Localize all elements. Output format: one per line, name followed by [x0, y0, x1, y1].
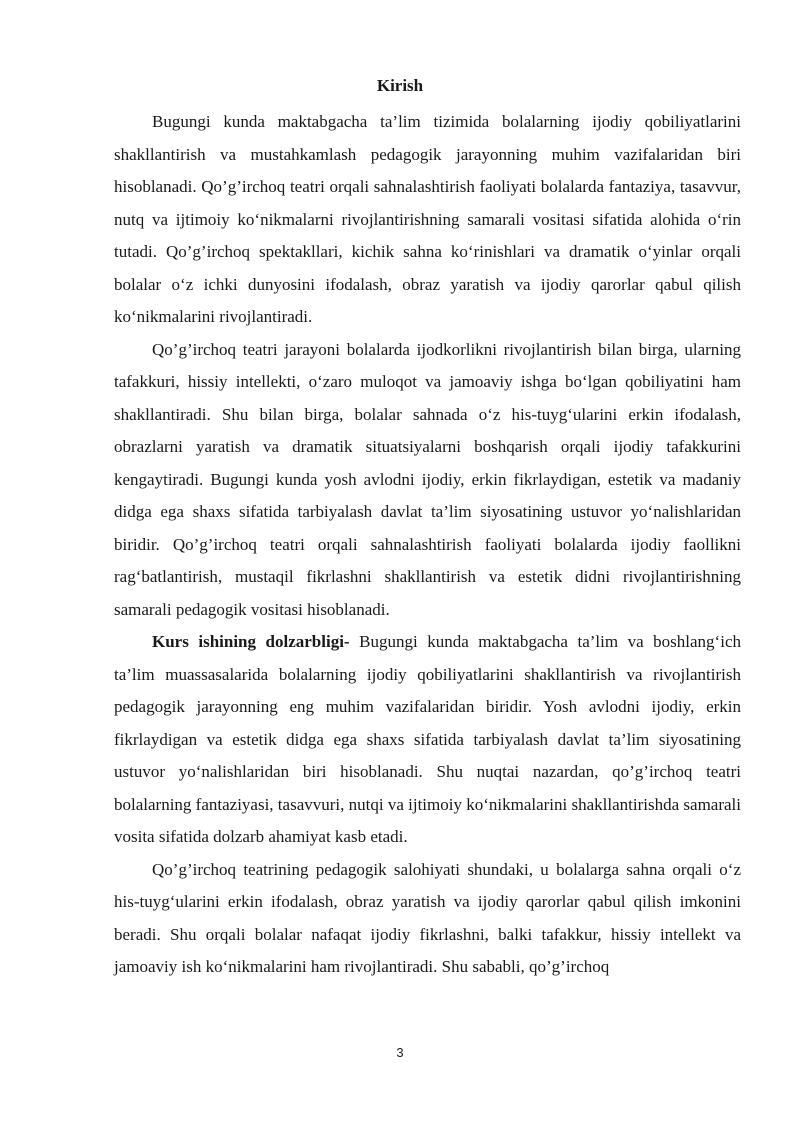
paragraph-intro — [114, 106, 741, 334]
paragraph-text: Bugungi kunda maktabgacha ta’lim tizimida bolalarning ijodiy qobiliyatlarini shakllantirish va mustahkamlash pedagogik jarayonning muhim vazifalaridan biri hisoblanadi. Qo’g’irchoq teatri orqali sahnalashtirish faoliyati bolalarda fantaziya, tasavvur, nutq va ijtimoiy ko‘nikmalarni rivojlantirishning samarali vositasi sifatida alohida o‘rin tutadi. Qo’g’irchoq spektakllari, kichik sahna ko‘rinishlari va dramatik o‘yinlar orqali bolalar o‘z ichki dunyosini ifodalash, obraz yaratish va ijodiy qarorlar qabul qilish ko‘nikmalarini rivojlantiradi. — [114, 112, 741, 326]
section-title: Kirish — [376, 76, 424, 95]
page-number: 3 — [396, 1045, 404, 1060]
paragraph-relevance — [114, 626, 741, 854]
paragraph-text: Bugungi kunda maktabgacha ta’lim va boshlang‘ich ta’lim muassasalarida bolalarning ijodiy qobiliyatlarini shakllantirish va rivojlantirish pedagogik jarayonning eng muhim vazifalaridan biridir. Yosh avlodni ijodiy, erkin fikrlaydigan va estetik didga ega shaxs sifatida tarbiyalash davlat ta’lim siyosatining ustuvor yo‘nalishlaridan biri hisoblanadi. Shu nuqtai nazardan, qo’g’irchoq teatri bolalarning fantaziyasi, tasavvuri, nutqi va ijtimoiy ko‘nikmalarini shakllantirishda samarali vosita sifatida dolzarb ahamiyat kasb etadi. — [114, 632, 741, 846]
paragraph-pedagogical-potential — [114, 854, 741, 984]
paragraph-text: Qo’g’irchoq teatrining pedagogik salohiyati shundaki, u bolalarga sahna orqali o‘z his-tuyg‘ularini erkin ifodalash, obraz yaratish va ijodiy qarorlar qabul qilish imkonini beradi. Shu orqali bolalar nafaqat ijodiy fikrlashni, balki tafakkur, hissiy intellekt va jamoaviy ish ko‘nikmalarini ham rivojlantiradi. Shu sababli, qo’g’irchoq — [114, 859, 741, 976]
body-text — [114, 106, 741, 984]
paragraph-lead-heading: Kurs ishining dolzarbligi- — [152, 632, 350, 651]
paragraph-text: Qo’g’irchoq teatri jarayoni bolalarda ijodkorlikni rivojlantirish bilan birga, ularning tafakkuri, hissiy intellekti, o‘zaro muloqot va jamoaviy ishga bo‘lgan qobiliyatini ham shakllantiradi. Shu bilan birga, bolalar sahnada o‘z his-tuyg‘ularini erkin ifodalash, obrazlarni yaratish va dramatik situatsiyalarni boshqarish orqali ijodiy tafakkurini kengaytiradi. Bugungi kunda yosh avlodni ijodiy, erkin fikrlaydigan, estetik va madaniy didga ega shaxs sifatida tarbiyalash davlat ta’lim siyosatining ustuvor yo‘nalishlaridan biridir. Qo’g’irchoq teatri orqali sahnalashtirish faoliyati bolalarda ijodiy faollikni rag‘batlantirish, mustaqil fikrlashni shakllantirish va estetik didni rivojlantirishning samarali pedagogik vositasi hisoblanadi. — [114, 339, 741, 619]
paragraph-puppet-theatre-process — [114, 334, 741, 627]
